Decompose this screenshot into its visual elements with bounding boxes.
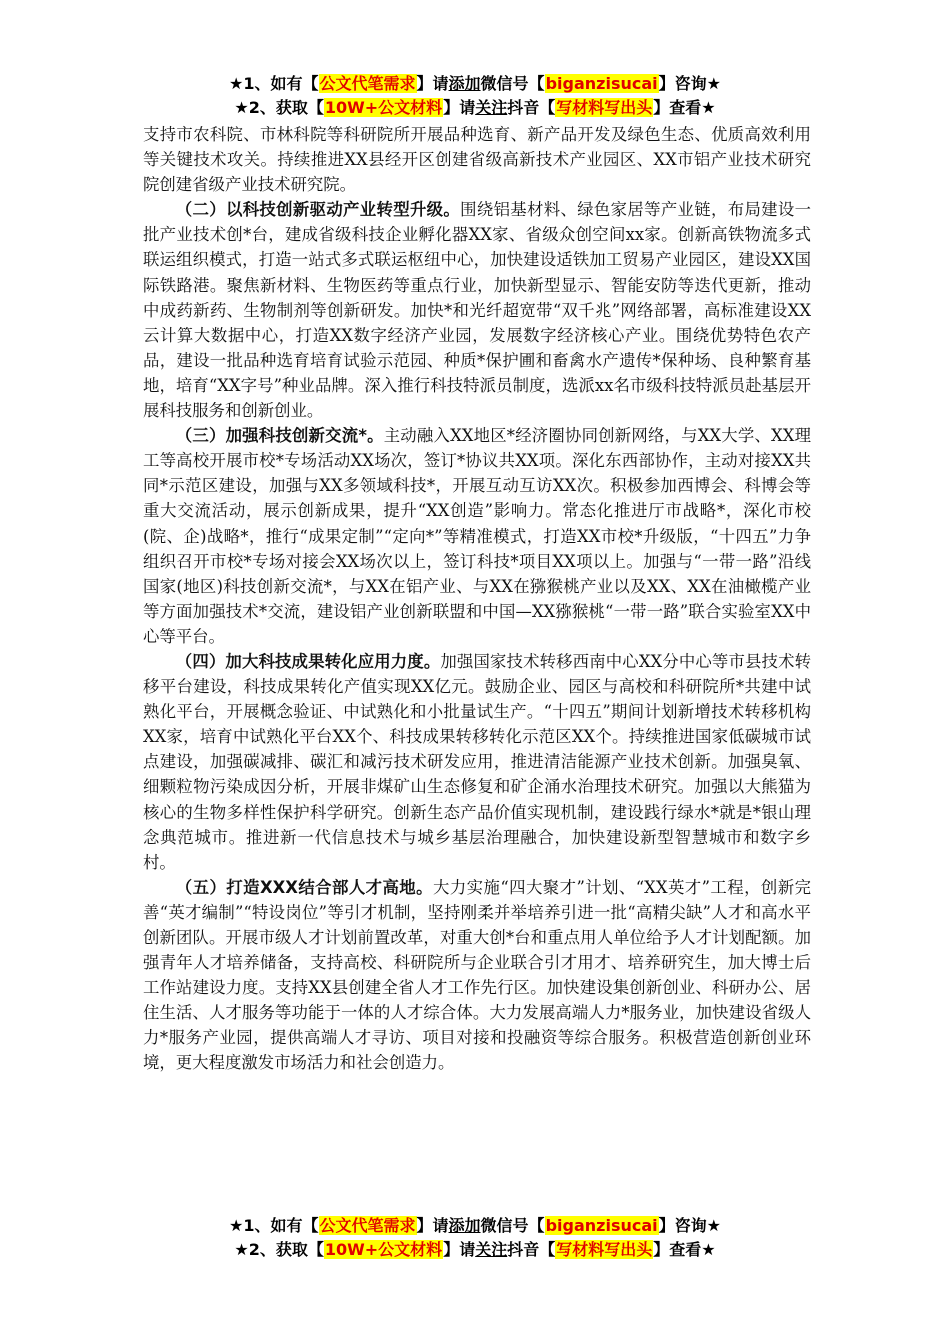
promo-text: 抖音【 bbox=[507, 1240, 556, 1259]
section-text: 大力实施“四大聚才”计划、“XX英才”工程，创新完善“英才编制”“特设岗位”等引才机制，坚持刚柔并举培养引进一批“高精尖缺”人才和高水平创新团队。开展市级人才计划前置改革，对重大创*台和重点用人单位给予人才计划配额。加强青年人才培养储备，支持高校、科研院所与企业联合引才用才、培养研究生，加大博士后工作站建设力度。支持XX县创建全省人才工作先行区。加快建设集创新创业、科研办公、居住生活、人才服务等功能于一体的人才综合体。大力发展高端人力*服务业，加快建设省级人力*服务产业园，提供高端人才寻访、项目对接和投融资等综合服务。积极营造创新创业环境，更大程度激发市场活力和社会创造力。 bbox=[143, 877, 811, 1073]
section-heading: （五）打造XXX结合部人才高地。 bbox=[175, 877, 433, 897]
promo-text: 】请 bbox=[443, 1240, 476, 1259]
promo-text: 】咨询★ bbox=[658, 74, 721, 93]
promo-douyin-id: 写材料写出头 bbox=[556, 1240, 653, 1259]
promo-line-2 bbox=[0, 96, 950, 120]
promo-highlight: 公文代笔需求 bbox=[319, 1216, 416, 1235]
section-heading: （三）加强科技创新交流*。 bbox=[175, 426, 384, 446]
header-promo-banner bbox=[0, 72, 950, 120]
promo-text: ★1、如有【 bbox=[229, 74, 319, 93]
section-text: 加强国家技术转移西南中心XX分中心等市县技术转移平台建设，科技成果转化产值实现XX亿元。鼓励企业、园区与高校和科研院所*共建中试熟化平台，开展概念验证、中试熟化和小批量试生产。“十四五”期间计划新增技术转移机构XX家，培育中试熟化平台XX个、科技成果转移转化示范区XX个。持续推进国家低碳城市试点建设，加强碳减排、碳汇和减污技术研发应用，推进清洁能源产业技术创新。加强臭氧、细颗粒物污染成因分析，开展非煤矿山生态修复和矿企涌水治理技术研究。加强以大熊猫为核心的生物多样性保护科学研究。创新生态产品价值实现机制，建设践行绿水*就是*银山理念典范城市。推进新一代信息技术与城乡基层治理融合，加快建设新型智慧城市和数字乡村。 bbox=[143, 651, 811, 872]
promo-text: 】请 bbox=[416, 1216, 449, 1235]
promo-text: 微信号【 bbox=[480, 1216, 545, 1235]
section-text: 围绕铝基材料、绿色家居等产业链，布局建设一批产业技术创*台，建成省级科技企业孵化器XX家、省级众创空间xx家。创新高铁物流多式联运组织模式，打造一站式多式联运枢纽中心，加快建设适铁加工贸易产业园区，建设XX国际铁路港。聚焦新材料、生物医药等重点行业，加快新型显示、智能安防等迭代更新，推动中成药新药、生物制剂等创新研发。加快*和光纤超宽带“双千兆”网络部署，高标准建设XX云计算大数据中心，打造XX数字经济产业园，发展数字经济核心产业。围绕优势特色农产品，建设一批品种选育培育试验示范园、种质*保护圃和畜禽水产遗传*保种场、良种繁育基地，培育“XX字号”种业品牌。深入推行科技特派员制度，选派xx名市级科技特派员赴基层开展科技服务和创新创业。 bbox=[143, 200, 812, 421]
promo-emphasis: 添加 bbox=[448, 1216, 481, 1235]
paragraph-section-2 bbox=[143, 197, 811, 423]
promo-wechat-id: biganzisucai bbox=[545, 1216, 658, 1235]
promo-highlight: 公文代笔需求 bbox=[319, 74, 416, 93]
promo-text: 】请 bbox=[416, 74, 449, 93]
promo-text: 】查看★ bbox=[653, 98, 716, 117]
promo-text: ★2、获取【 bbox=[234, 98, 324, 117]
promo-emphasis: 添加 bbox=[448, 74, 481, 93]
footer-promo-banner bbox=[0, 1214, 950, 1262]
paragraph-continued: 支持市农科院、市林科院等科研院所开展品种选育、新产品开发及绿色生态、优质高效利用等关键技术攻关。持续推进XX县经开区创建省级高新技术产业园区、XX市铝产业技术研究院创建省级产业技术研究院。 bbox=[143, 125, 811, 195]
promo-text: 】查看★ bbox=[653, 1240, 716, 1259]
promo-highlight: 10W+公文材料 bbox=[324, 98, 443, 117]
section-heading: （四）加大科技成果转化应用力度。 bbox=[175, 651, 441, 671]
promo-text: 】咨询★ bbox=[658, 1216, 721, 1235]
promo-text: ★1、如有【 bbox=[229, 1216, 319, 1235]
paragraph-section-3 bbox=[143, 423, 811, 649]
promo-wechat-id: biganzisucai bbox=[545, 74, 658, 93]
promo-text: 】请 bbox=[443, 98, 476, 117]
promo-text: 抖音【 bbox=[507, 98, 556, 117]
promo-emphasis: 关注 bbox=[475, 98, 508, 117]
section-heading: （二）以科技创新驱动产业转型升级。 bbox=[175, 200, 461, 220]
promo-line-2 bbox=[0, 1238, 950, 1262]
promo-emphasis: 关注 bbox=[475, 1240, 508, 1259]
document-body bbox=[143, 122, 811, 1076]
promo-text: ★2、获取【 bbox=[234, 1240, 324, 1259]
section-text: 主动融入XX地区*经济圈协同创新网络，与XX大学、XX理工等高校开展市校*专场活动XX场次，签订*协议共XX项。深化东西部协作，主动对接XX共同*示范区建设，加强与XX多领域科技*，开展互动互访XX次。积极参加西博会、科博会等重大交流活动，展示创新成果，提升“XX创造”影响力。常态化推进厅市战略*，深化市校(院、企)战略*，推行“成果定制”“定向*”等精准模式，打造XX市校*升级版，“十四五”力争组织召开市校*专场对接会XX场次以上，签订科技*项目XX项以上。加强与“一带一路”沿线国家(地区)科技创新交流*，与XX在铝产业、与XX在猕猴桃产业以及XX、XX在油橄榄产业等方面加强技术*交流，建设铝产业创新联盟和中国—XX猕猴桃“一带一路”联合实验室XX中心等平台。 bbox=[143, 426, 811, 646]
paragraph-section-5 bbox=[143, 875, 811, 1076]
promo-line-1 bbox=[0, 72, 950, 96]
paragraph-section-4 bbox=[143, 649, 811, 875]
promo-line-1 bbox=[0, 1214, 950, 1238]
promo-text: 微信号【 bbox=[480, 74, 545, 93]
promo-douyin-id: 写材料写出头 bbox=[556, 98, 653, 117]
promo-highlight: 10W+公文材料 bbox=[324, 1240, 443, 1259]
